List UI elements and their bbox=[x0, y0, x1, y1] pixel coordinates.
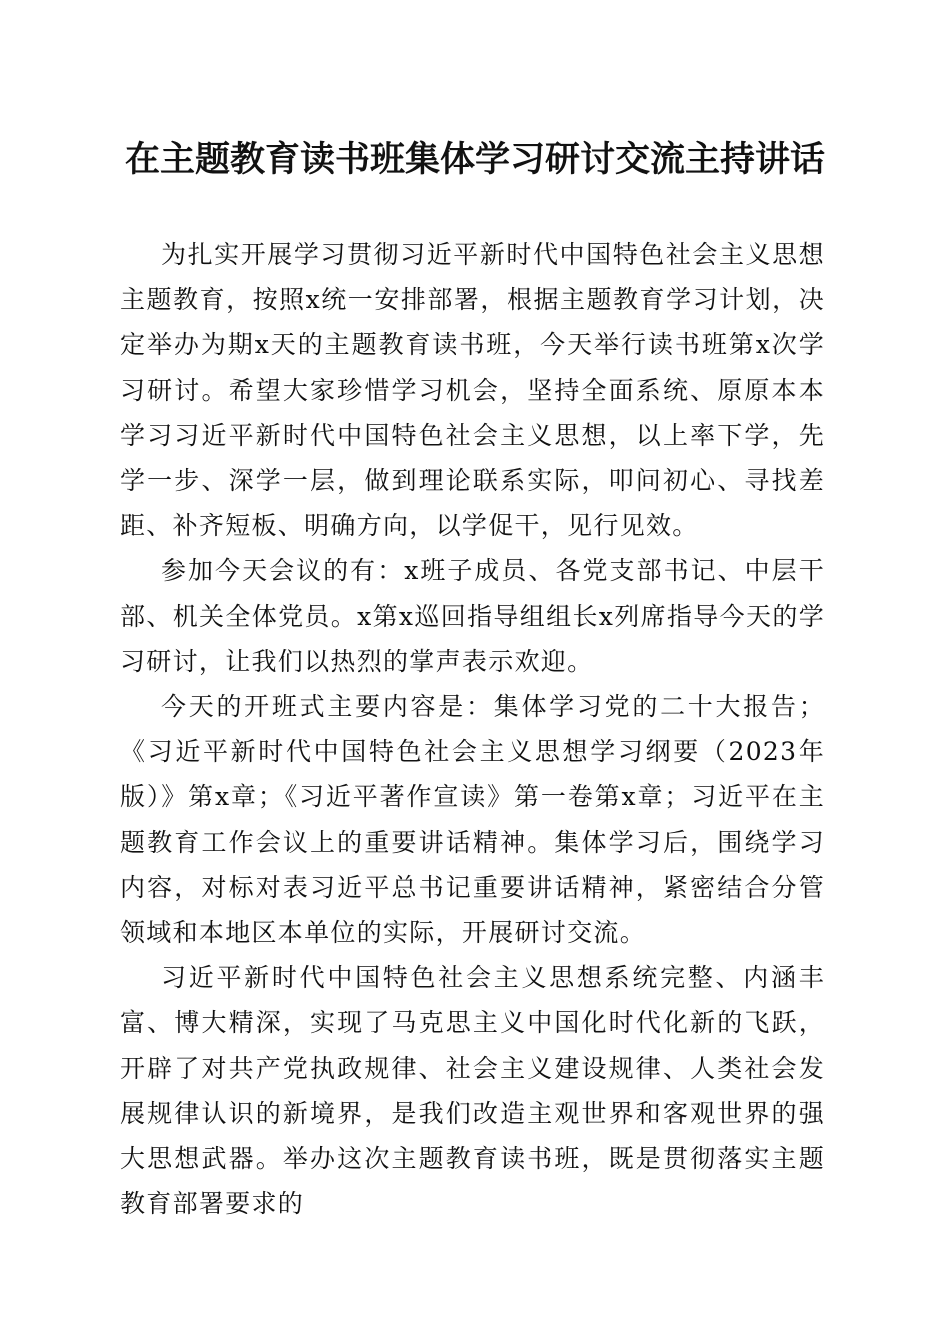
paragraph-1: 为扎实开展学习贯彻习近平新时代中国特色社会主义思想主题教育，按照x统一安排部署，根据主题教育学习计划，决定举办为期x天的主题教育读书班，今天举行读书班第x次学习研讨。希望大家珍惜学习机会，坚持全面系统、原原本本学习习近平新时代中国特色社会主义思想，以上率下学，先学一步、深学一层，做到理论联系实际，叩问初心、寻找差距、补齐短板、明确方向，以学促干，见行见效。 bbox=[120, 240, 825, 541]
paragraph-2: 参加今天会议的有：x班子成员、各党支部书记、中层干部、机关全体党员。x第x巡回指导组组长x列席指导今天的学习研讨，让我们以热烈的掌声表示欢迎。 bbox=[120, 556, 825, 676]
paragraph-4: 习近平新时代中国特色社会主义思想系统完整、内涵丰富、博大精深，实现了马克思主义中国化时代化新的飞跃，开辟了对共产党执政规律、社会主义建设规律、人类社会发展规律认识的新境界，是我们改造主观世界和客观世界的强大思想武器。举办这次主题教育读书班，既是贯彻落实主题教育部署要求的 bbox=[120, 963, 825, 1219]
paragraph-3: 今天的开班式主要内容是：集体学习党的二十大报告；《习近平新时代中国特色社会主义思想学习纲要（2023年版）》第x章；《习近平著作宣读》第一卷第x章；习近平在主题教育工作会议上的重要讲话精神。集体学习后，围绕学习内容，对标对表习近平总书记重要讲话精神，紧密结合分管领域和本地区本单位的实际，开展研讨交流。 bbox=[120, 692, 825, 948]
document-body bbox=[120, 232, 825, 1226]
document-title: 在主题教育读书班集体学习研讨交流主持讲话 bbox=[124, 139, 825, 180]
